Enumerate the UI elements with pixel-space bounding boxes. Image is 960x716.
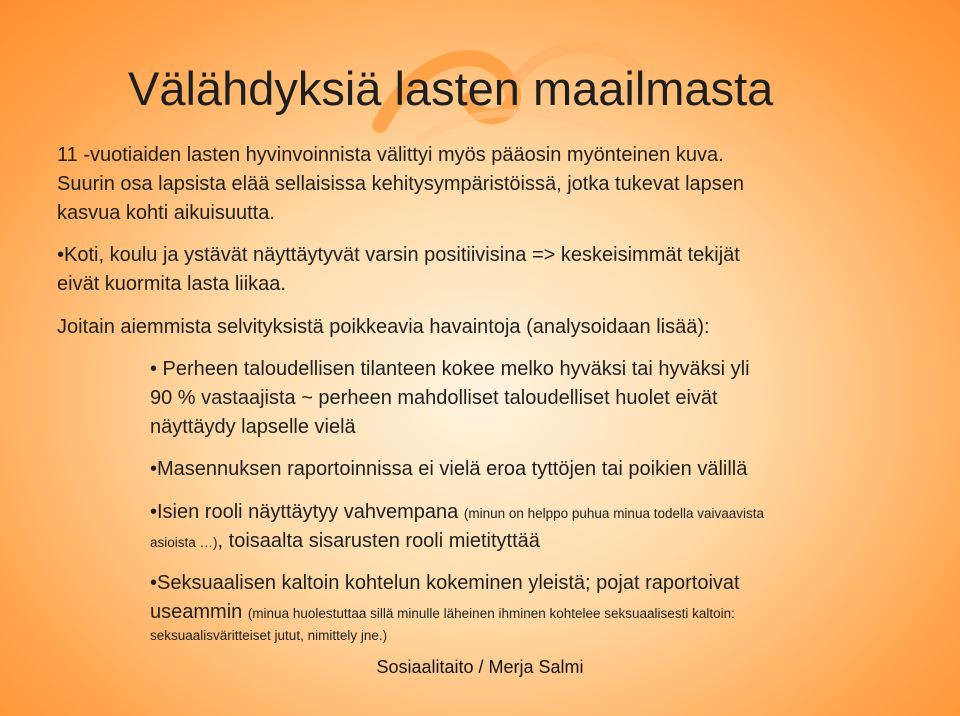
- sub-bullet-1-line-3: näyttäydy lapselle vielä: [150, 416, 356, 438]
- intro-line-3: kasvua kohti aikuisuutta.: [57, 202, 275, 224]
- sub-bullet-4-line-1: •Seksuaalisen kaltoin kohtelun kokeminen yleistä; pojat raportoivat: [150, 572, 740, 594]
- sub-bullet-3-line-1: [150, 498, 764, 528]
- sub-bullet-3-main: •Isien rooli näyttäytyy vahvempana: [150, 501, 464, 523]
- sub-bullet-3-main-end: , toisaalta sisarusten rooli mietityttää: [217, 530, 540, 552]
- deviations-heading: Joitain aiemmista selvityksistä poikkeavia havaintoja (analysoidaan lisää):: [57, 316, 710, 338]
- sub-bullet-4-line-3: seksuaalisväritteiset jutut, nimittely jne.): [150, 628, 388, 643]
- sub-bullet-1-line-2: 90 % vastaajista ~ perheen mahdolliset taloudelliset huolet eivät: [150, 387, 718, 409]
- slide-title: Välähdyksiä lasten maailmasta: [128, 62, 774, 115]
- bullet-1-line-2: eivät kuormita lasta liikaa.: [57, 273, 286, 295]
- sub-bullet-3-note: (minun on helppo puhua minua todella vaivaavista: [463, 506, 765, 521]
- sub-bullet-4-main: useammin: [150, 601, 248, 623]
- sub-bullet-1-line-1: • Perheen taloudellisen tilanteen kokee melko hyväksi tai hyväksi yli: [150, 358, 750, 380]
- intro-line-1: 11 -vuotiaiden lasten hyvinvoinnista välittyi myös pääosin myönteinen kuva.: [57, 144, 724, 166]
- footer-credit: Sosiaalitaito / Merja Salmi: [376, 657, 584, 677]
- bullet-1-line-1: •Koti, koulu ja ystävät näyttäytyvät varsin positiivisina => keskeisimmät tekijät: [57, 244, 740, 266]
- intro-line-2: Suurin osa lapsista elää sellaisissa kehitysympäristöissä, jotka tukevat lapsen: [57, 173, 745, 195]
- sub-bullet-4-note: (minua huolestuttaa sillä minulle läheinen ihminen kohtelee seksuaalisesti kaltoin:: [247, 606, 735, 621]
- sub-bullet-3-line-2: [150, 527, 540, 557]
- sub-bullet-3-note-end: asioista …): [150, 535, 218, 550]
- sub-bullet-2: •Masennuksen raportoinnissa ei vielä eroa tyttöjen tai poikien välillä: [150, 458, 748, 480]
